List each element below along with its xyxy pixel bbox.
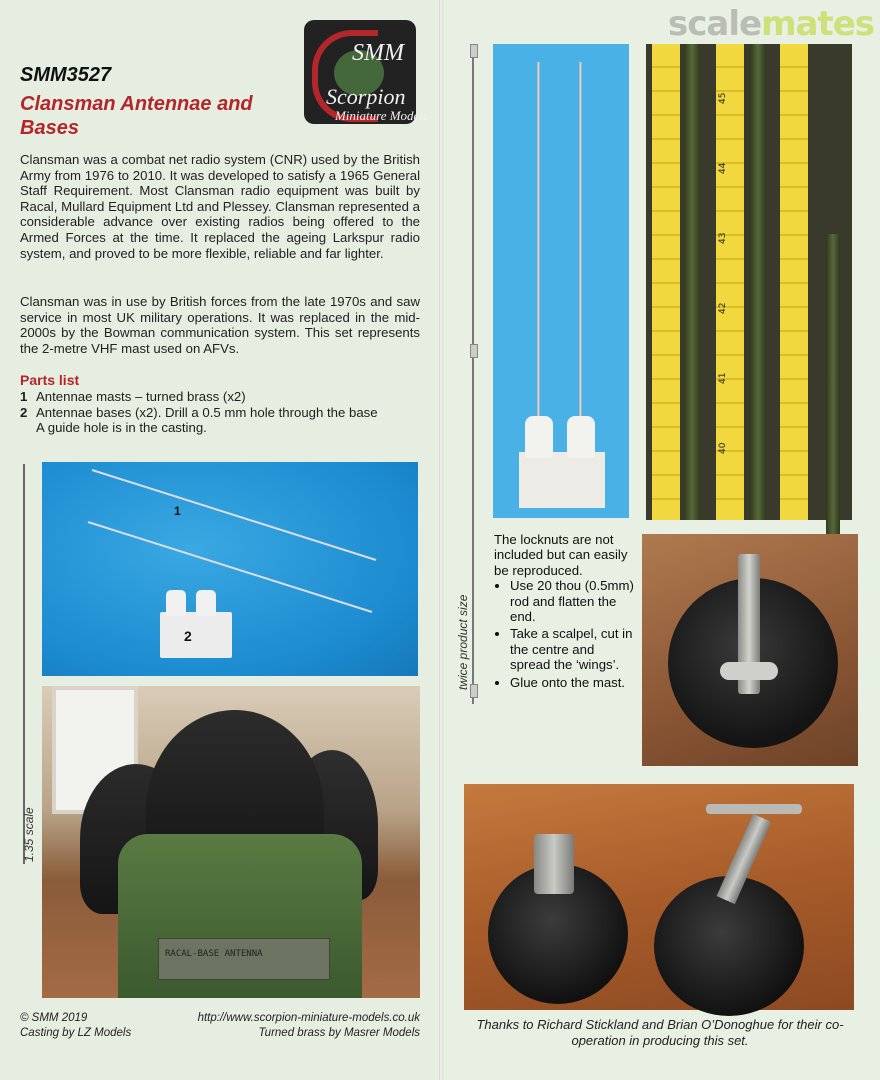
footer-casting: Casting by LZ Models	[20, 1027, 132, 1039]
antenna-mast	[579, 62, 582, 462]
measuring-tape: 45 44 43 42 41 40	[716, 44, 744, 520]
locknut-note	[494, 532, 634, 692]
antenna-mast	[537, 62, 540, 462]
page-fold	[439, 0, 443, 1080]
scale-mast-1-35	[22, 464, 26, 864]
locknut-fitting	[534, 834, 574, 894]
measuring-tape	[780, 44, 808, 520]
parts-item: 1 Antennae masts – turned brass (x2)	[20, 389, 246, 404]
parts-item: 2 Antennae bases (x2). Drill a 0.5 mm hole through the base	[20, 404, 378, 420]
scalemates-watermark: scalemates	[668, 4, 874, 44]
parts-list	[20, 389, 430, 436]
resin-base-peak	[525, 416, 553, 458]
scale-mast-twice	[470, 44, 476, 704]
locknut-wings	[706, 804, 802, 814]
scale-label-1-35: 1.35 scale	[22, 807, 36, 862]
smm-logo	[304, 20, 428, 124]
resin-base-peak	[567, 416, 595, 458]
logo-text-smm: SMM	[352, 40, 404, 66]
photo-locknut-closeup	[642, 534, 858, 766]
locknut-note-intro: The locknuts are not included but can easily be reproduced.	[494, 532, 628, 578]
photo-two-bases	[464, 784, 854, 1010]
footer-url[interactable]: http://www.scorpion-miniature-models.co.uk	[197, 1012, 420, 1024]
product-code: SMM3527	[20, 64, 112, 86]
thanks-note: Thanks to Richard Stickland and Brian O’Donoghue for their co-operation in producing this set.	[476, 1017, 844, 1048]
locknut-steps	[494, 578, 634, 690]
parts-item-continuation: A guide hole is in the casting.	[36, 420, 207, 436]
resin-base-peak	[166, 590, 186, 616]
real-mast-pole	[684, 44, 700, 520]
footer-copyright: © SMM 2019	[20, 1012, 88, 1024]
resin-base-block	[519, 452, 605, 508]
photo-assembled-antennae	[493, 44, 629, 518]
photo-real-masts-tape	[646, 44, 852, 520]
resin-base-peak	[196, 590, 216, 616]
intro-paragraph-1: Clansman was a combat net radio system (CNR) used by the British Army from 1976 to 2010. It was developed to satisfy a 1965 General Staff Requirement. Most Clansman radio equipment was built by Racal, Mullard Equipment Ltd and Plessey. Clansman represented a considerable advance over existing radios being offered to the Armed Forces at the time. It replaced the ageing Larkspur radio system, and proved to be more flexible, reliable and far lighter.	[20, 152, 420, 261]
logo-text-miniature: Miniature Models	[334, 108, 428, 123]
intro-paragraph-2: Clansman was in use by British forces from the late 1970s and saw service in most UK military operations. It was replaced in the mid-2000s by the Bowman communication system. This set represents the 2-metre VHF mast used on AFVs.	[20, 294, 420, 356]
locknut-step: • Use 20 thou (0.5mm) rod and flatten the end.	[510, 578, 634, 624]
parts-list-heading: Parts list	[20, 372, 80, 388]
measuring-tape	[652, 44, 680, 520]
photo-real-bases	[42, 686, 420, 998]
real-mast-pole	[750, 44, 766, 520]
logo-text-scorpion: Scorpion	[326, 84, 406, 109]
scale-label-twice: twice product size	[456, 594, 470, 690]
locknut-step: • Take a scalpel, cut in the centre and spread the ‘wings’.	[510, 626, 634, 672]
part-number-2: 2	[184, 628, 192, 644]
part-number-1: 1	[174, 504, 181, 518]
locknut-step: • Glue onto the mast.	[510, 675, 634, 690]
photo-parts-on-blue	[42, 462, 418, 676]
product-title: Clansman Antennae and Bases	[20, 93, 253, 139]
base-plate: RACAL-BASE ANTENNA	[158, 938, 330, 980]
resin-base-block	[160, 612, 232, 658]
footer-brass: Turned brass by Masrer Models	[258, 1027, 420, 1039]
locknut-wing	[720, 662, 778, 680]
